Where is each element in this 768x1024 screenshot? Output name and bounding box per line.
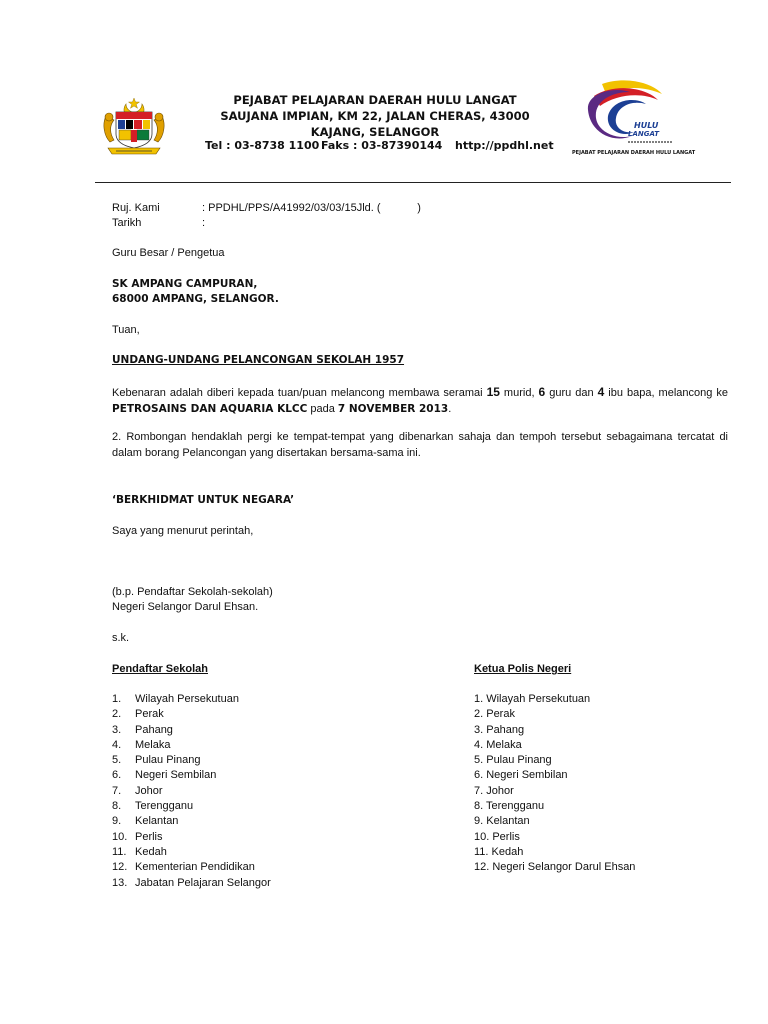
cc-left-item: 3. Pahang [112, 723, 173, 736]
signatory-line1: (b.p. Pendaftar Sekolah-sekolah) [112, 586, 273, 598]
conditions-paragraph: 2. Rombongan hendaklah pergi ke tempat-tempat yang dibenarkan sahaja dan tempoh tersebut sebagaimana tercatat di dalam borang Pelancongan yang disertakan bersama-sama ini. [112, 431, 728, 459]
fax: Faks : 03-87390144 [321, 139, 443, 152]
cc-right-item: 4. Melaka [474, 738, 522, 751]
cc-right-item: 7. Johor [474, 784, 514, 797]
cc-left-item: 11. Kedah [112, 845, 167, 858]
hulu-langat-logo [572, 78, 696, 162]
cc-left-item: 7. Johor [112, 784, 163, 797]
cc-right-title: Ketua Polis Negeri [474, 663, 572, 675]
cc-left-item: 10. Perlis [112, 830, 163, 843]
cc-left-item: 9. Kelantan [112, 815, 179, 828]
student-count: 15 [486, 385, 500, 399]
cc-right-item: 3. Pahang [474, 723, 525, 736]
sk-label: s.k. [112, 632, 130, 644]
office-name: PEJABAT PELAJARAN DAERAH HULU LANGAT [233, 93, 517, 107]
contact-row [205, 139, 565, 155]
cc-left-item: 6. Negeri Sembilan [112, 769, 217, 782]
website-link[interactable]: http://ppdhl.net [455, 139, 554, 152]
recipient-role: Guru Besar / Pengetua [112, 247, 225, 259]
cc-left-item: 13. Jabatan Pelajaran Selangor [112, 876, 271, 889]
cc-right-item: 5. Pulau Pinang [474, 754, 552, 767]
cc-right-item: 6. Negeri Sembilan [474, 769, 568, 782]
coat-of-arms-logo [100, 96, 168, 158]
cc-left-title: Pendaftar Sekolah [112, 663, 208, 675]
header-divider [95, 182, 731, 183]
cc-right-item: 11. Kedah [474, 845, 524, 858]
cc-right-item: 10. Perlis [474, 830, 520, 843]
office-city: KAJANG, SELANGOR [310, 125, 440, 139]
closing: Saya yang menurut perintah, [112, 525, 254, 537]
cc-right-list [474, 692, 635, 876]
tarikh-label: Tarikh [112, 217, 142, 229]
telephone: Tel : 03-8738 1100 [205, 139, 320, 152]
destination: PETROSAINS DAN AQUARIA KLCC [112, 402, 308, 415]
cc-left-item: 5. Pulau Pinang [112, 754, 201, 767]
cc-left-item: 12. Kementerian Pendidikan [112, 861, 255, 874]
svg-text:LANGAT: LANGAT [628, 130, 660, 138]
cc-left-item: 1. Wilayah Persekutuan [112, 693, 239, 705]
cc-left-item: 8. Terengganu [112, 800, 194, 813]
ruj-kami-value: : PPDHL/PPS/A41992/03/03/15Jld. ( ) [202, 202, 421, 214]
cc-right-item: 1. Wilayah Persekutuan [474, 693, 591, 705]
cc-right-item: 2. Perak [474, 708, 515, 721]
tarikh-value: : [202, 217, 206, 229]
cc-right-item: 12. Negeri Selangor Darul Ehsan [474, 861, 636, 874]
permission-paragraph: Kebenaran adalah diberi kepada tuan/puan melancong membawa seramai 15 murid, 6 guru dan 4 ibu bapa, melancong ke PETROSAINS DAN AQUARIA KLCC pada 7 NOVEMBER 2013. [112, 385, 728, 415]
logo-caption: PEJABAT PELAJARAN DAERAH HULU LANGAT [572, 150, 696, 156]
motto: ‘BERKHIDMAT UNTUK NEGARA’ [112, 494, 295, 506]
cc-left-item: 2. Perak [112, 708, 164, 721]
cc-left-list [112, 692, 271, 891]
signatory-line2: Negeri Selangor Darul Ehsan. [112, 601, 259, 613]
cc-right-item: 9. Kelantan [474, 815, 530, 828]
cc-right-item: 8. Terengganu [474, 800, 545, 813]
greeting: Tuan, [112, 324, 140, 336]
logo-title-text: HULU [634, 121, 659, 130]
school-address: 68000 AMPANG, SELANGOR. [112, 293, 279, 305]
office-address-line: SAUJANA IMPIAN, KM 22, JALAN CHERAS, 43000 [220, 109, 530, 123]
ruj-kami-label: Ruj. Kami [112, 202, 160, 214]
cc-left-item: 4. Melaka [112, 738, 171, 751]
trip-date: 7 NOVEMBER 2013 [337, 402, 449, 415]
teacher-count: 6 [538, 385, 546, 399]
school-name: SK AMPANG CAMPURAN, [112, 278, 258, 290]
parent-count: 4 [597, 385, 605, 399]
letter-subject: UNDANG-UNDANG PELANCONGAN SEKOLAH 1957 [112, 354, 405, 366]
